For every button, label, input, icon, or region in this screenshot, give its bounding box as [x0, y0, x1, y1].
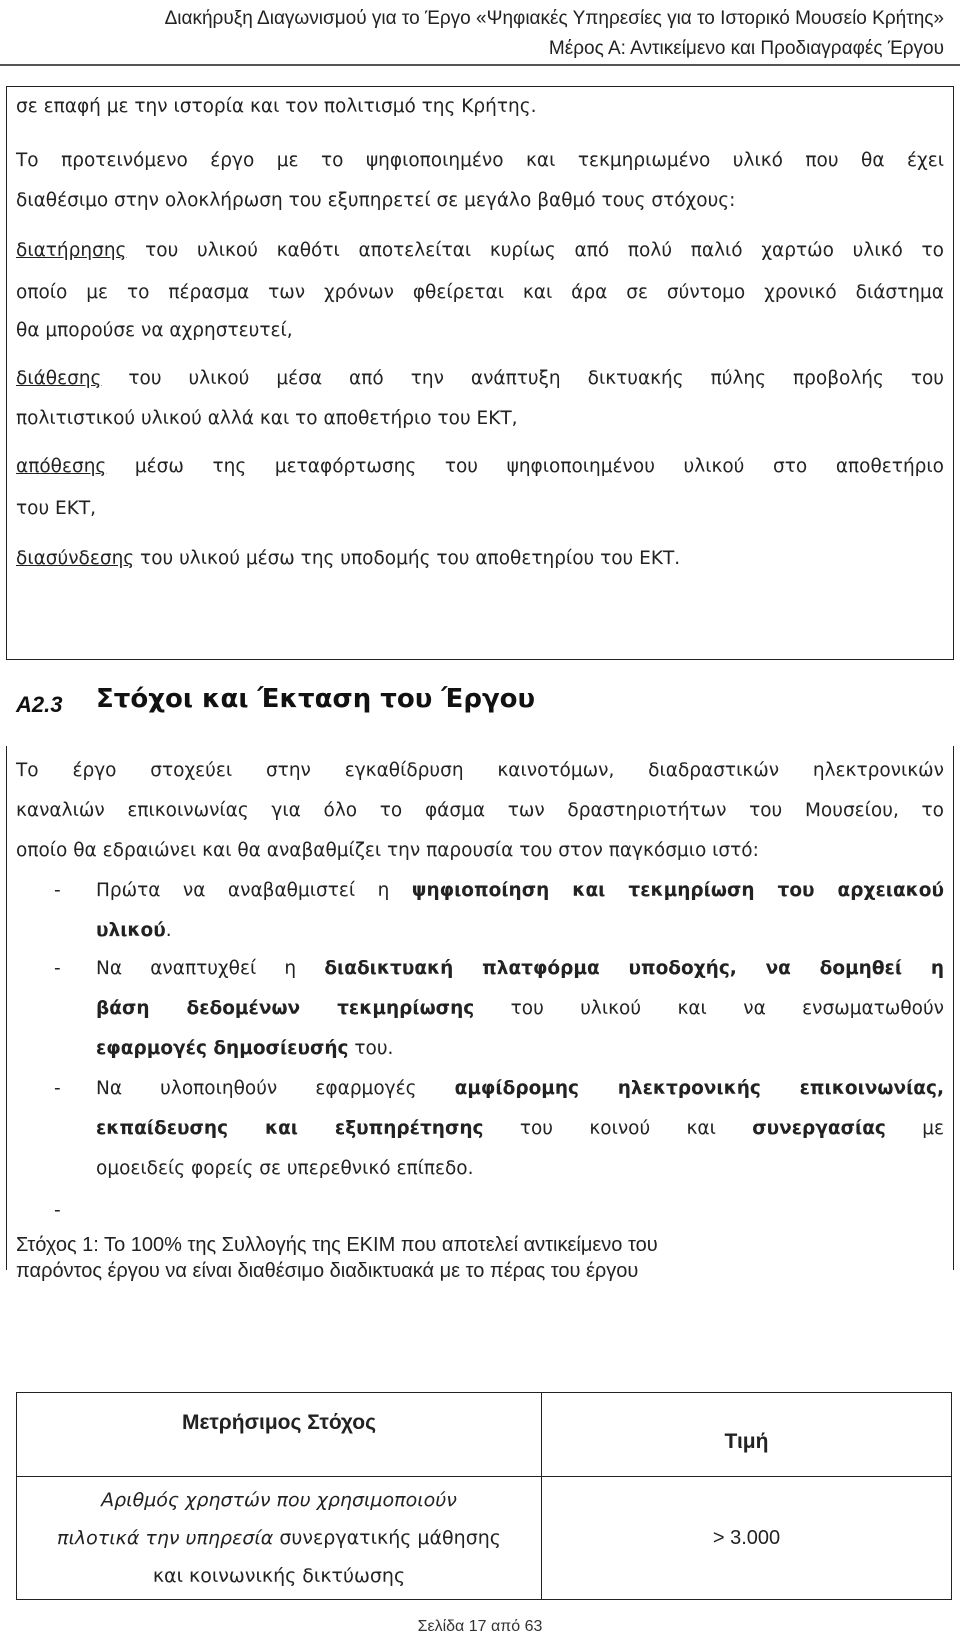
column-header-metric: Μετρήσιμος Στόχος	[17, 1393, 542, 1477]
text: Να αναπτυχθεί η	[96, 958, 325, 979]
page-footer: Σελίδα 17 από 63	[417, 1618, 543, 1635]
text: Πρώτα να αναβαθμιστεί η	[96, 880, 412, 901]
bullet-1-cont	[96, 920, 172, 941]
value-cell: > 3.000	[542, 1477, 952, 1600]
paragraph-line: καναλιών επικοινωνίας για όλο το φάσμα των δραστηριοτήτων του Μουσείου, το	[16, 800, 944, 821]
paragraph-line: Το έργο στοχεύει στην εγκαθίδρυση καινοτόμων, διαδραστικών ηλεκτρονικών	[16, 760, 944, 781]
paragraph-line: διαθέσιμο στην ολοκλήρωση του εξυπηρετεί σε μεγάλο βαθμό τους στόχους:	[16, 190, 736, 211]
list-item-linking	[16, 548, 680, 569]
paragraph-line: πολιτιστικού υλικού αλλά και το αποθετήριο του ΕΚΤ,	[16, 408, 518, 429]
column-header-value: Τιμή	[542, 1393, 952, 1477]
paragraph-line: οποίο θα εδραιώνει και θα αναβαθμίζει την παρουσία του στον παγκόσμιο ιστό:	[16, 840, 759, 861]
list-item-preservation	[16, 240, 944, 261]
metric-text: Αριθμός χρηστών που χρησιμοποιούν	[101, 1489, 457, 1511]
text: του υλικού μέσω της υποδομής του αποθετηρίου του ΕΚΤ.	[134, 548, 681, 569]
bullet-dash: -	[54, 880, 61, 901]
bullet-2	[96, 958, 944, 979]
bullet-3-cont	[96, 1118, 944, 1139]
paragraph-line: θα μπορούσε να αχρηστευτεί,	[16, 320, 293, 341]
paragraph-line: Το προτεινόμενο έργο με το ψηφιοποιημένο και τεκμηριωμένο υλικό που θα έχει	[16, 150, 944, 171]
text: του.	[348, 1038, 394, 1059]
list-item-deposit	[16, 456, 944, 477]
text: του υλικού μέσα από την ανάπτυξη δικτυακής πύλης προβολής του	[101, 368, 944, 389]
bold-text: διαδικτυακή πλατφόρμα υποδοχής, να δομηθεί η	[324, 958, 944, 979]
header-line-2: Μέρος Α: Αντικείμενο και Προδιαγραφές Έργου	[548, 38, 944, 59]
page-header	[165, 4, 944, 64]
bold-text: εφαρμογές δημοσίευσής	[96, 1038, 349, 1059]
bold-text: βάση δεδομένων τεκμηρίωσης	[96, 998, 475, 1019]
keyword: διατήρησης	[16, 240, 127, 261]
bullet-dash: -	[54, 958, 61, 979]
section-title: Στόχοι και Έκταση του Έργου	[96, 684, 536, 714]
bold-text: συνεργασίας	[752, 1118, 886, 1139]
bullet-2-cont	[96, 998, 944, 1019]
text: Να υλοποιηθούν εφαρμογές	[96, 1078, 455, 1099]
text: .	[165, 920, 172, 941]
metric-normal: συνεργατικής μάθησης	[273, 1527, 501, 1549]
text: με	[885, 1118, 945, 1139]
list-item-availability	[16, 368, 944, 389]
bullet-3-cont: ομοειδείς φορείς σε υπερεθνικό επίπεδο.	[96, 1158, 474, 1179]
keyword: διάθεσης	[16, 368, 102, 389]
bullet-dash: -	[54, 1078, 61, 1099]
bold-text: αμφίδρομης ηλεκτρονικής επικοινωνίας,	[454, 1078, 944, 1099]
bold-text: εκπαίδευσης και εξυπηρέτησης	[96, 1118, 484, 1139]
bold-text: υλικού	[96, 920, 166, 941]
keyword: απόθεσης	[16, 456, 107, 477]
keyword: διασύνδεσης	[16, 548, 135, 569]
metric-italic: πιλοτικά την υπηρεσία	[57, 1527, 274, 1549]
text: του υλικού και να ενσωματωθούν	[474, 998, 944, 1019]
metric-text	[17, 1519, 541, 1557]
goal-line: παρόντος έργου να είναι διαθέσιμο διαδικτυακά με το πέρας του έργου	[16, 1260, 639, 1282]
text: του υλικού καθότι αποτελείται κυρίως από πολύ παλιό χαρτώο υλικό το	[126, 240, 944, 261]
paragraph-line: του ΕΚΤ,	[16, 498, 97, 519]
text: του κοινού και	[483, 1118, 753, 1139]
bullet-3	[96, 1078, 944, 1099]
header-line-1: Διακήρυξη Διαγωνισμού για το Έργο «Ψηφιακές Υπηρεσίες για το Ιστορικό Μουσείο Κρήτης»	[164, 8, 944, 29]
text: μέσω της μεταφόρτωσης του ψηφιοποιημένου υλικού στο αποθετήριο	[106, 456, 944, 477]
metrics-table	[16, 1392, 952, 1600]
bold-text: ψηφιοποίηση και τεκμηρίωση του αρχειακού	[411, 880, 945, 901]
bullet-1	[96, 880, 944, 901]
metric-text: και κοινωνικής δικτύωσης	[152, 1565, 406, 1587]
paragraph-continued: σε επαφή με την ιστορία και τον πολιτισμό της Κρήτης.	[16, 96, 537, 117]
metric-cell	[17, 1477, 542, 1600]
bullet-dash-empty: -	[54, 1200, 61, 1221]
header-divider	[0, 64, 960, 66]
goal-line: Στόχος 1: Το 100% της Συλλογής της ΕΚΙΜ που αποτελεί αντικείμενο του	[16, 1234, 658, 1256]
bullet-2-cont	[96, 1038, 393, 1059]
section-number: Α2.3	[16, 692, 63, 717]
paragraph-line: οποίο με το πέρασμα των χρόνων φθείρεται και άρα σε σύντομο χρονικό διάστημα	[16, 282, 944, 303]
